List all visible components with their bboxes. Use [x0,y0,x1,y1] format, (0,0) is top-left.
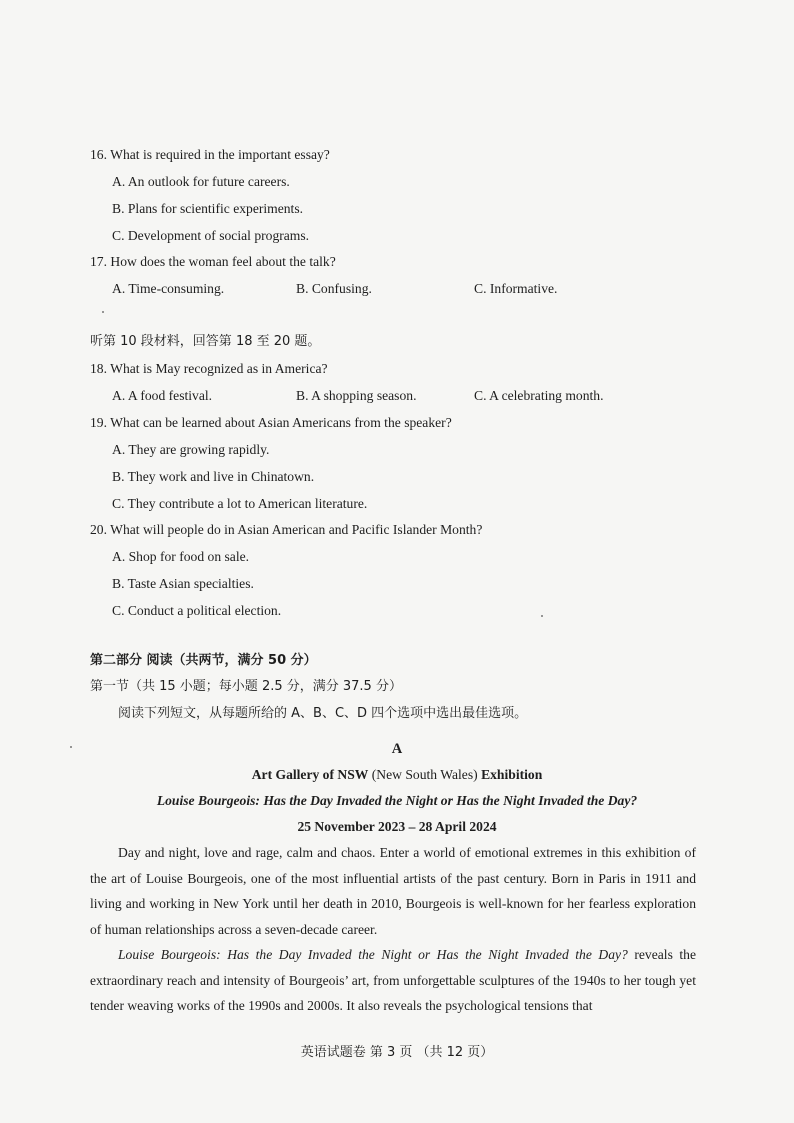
question-18-option-a: A. A food festival. [112,388,213,403]
question-16-stem: 16. What is required in the important essay? [90,147,330,162]
reading-instruction: 阅读下列短文，从每题所给的 A、B、C、D 四个选项中选出最佳选项。 [118,706,528,721]
scan-speck [541,615,543,617]
question-20-option-a: A. Shop for food on sale. [112,549,250,564]
question-17-option-c: C. Informative. [474,281,558,296]
question-17-option-b: B. Confusing. [296,281,372,296]
question-19-option-c: C. They contribute a lot to American literature. [112,496,368,511]
section-10-instruction: 听第 10 段材料，回答第 18 至 20 题。 [90,334,321,349]
part-2-heading: 第二部分 阅读（共两节，满分 50 分） [90,653,317,668]
question-17-option-a: A. Time-consuming. [112,281,225,296]
passage-paragraph-1: Day and night, love and rage, calm and chaos. Enter a world of emotional extremes in this exhibition of the art of Louise Bourgeois, one of the most influential artists of the past century. Born in Paris in 1911 and living and working in New York until her death in 2010, Bourgeois is well-known for her fearless exploration of human relationships across a seven-decade career. [90,845,696,937]
title-nsw: (New South Wales) [368,767,482,782]
title-gallery: Art Gallery of NSW [251,767,369,782]
page-footer: 英语试题卷 第 3 页 （共 12 页） [300,1045,494,1060]
passage-letter: A [391,741,403,757]
question-20-option-b: B. Taste Asian specialties. [112,576,254,591]
question-16-option-c: C. Development of social programs. [112,228,310,243]
question-19-stem: 19. What can be learned about Asian Americans from the speaker? [90,415,452,430]
title-exhibition: Exhibition [481,767,543,782]
question-18-stem: 18. What is May recognized as in America? [90,361,328,376]
paragraph-2-title: Louise Bourgeois: Has the Day Invaded the Night or Has the Night Invaded the Day? [118,947,628,962]
passage-paragraph-2 [90,942,696,1019]
question-16-option-b: B. Plans for scientific experiments. [112,201,304,216]
question-16-option-a: A. An outlook for future careers. [112,174,290,189]
passage-dates: 25 November 2023 – 28 April 2024 [297,819,497,834]
passage-subtitle: Louise Bourgeois: Has the Day Invaded the Night or Has the Night Invaded the Day? [156,793,638,808]
question-19-option-b: B. They work and live in Chinatown. [112,469,315,484]
scan-speck [70,746,72,748]
question-17-stem: 17. How does the woman feel about the talk? [90,254,336,269]
passage-title [0,766,794,784]
section-1-heading: 第一节（共 15 小题；每小题 2.5 分，满分 37.5 分） [90,679,402,694]
scan-speck [102,311,104,313]
question-19-option-a: A. They are growing rapidly. [112,442,270,457]
question-20-stem: 20. What will people do in Asian American and Pacific Islander Month? [90,522,483,537]
question-20-option-c: C. Conduct a political election. [112,603,282,618]
question-18-option-b: B. A shopping season. [296,388,417,403]
question-18-option-c: C. A celebrating month. [474,388,604,403]
paragraph-2-text: reveals the extraordinary reach and intensity of Bourgeois’ art, from unforgettable sculptures of the 1940s to her tough yet tender weaving works of the 1990s and 2000s. It also reveals the psychological tensions that [90,947,696,1013]
